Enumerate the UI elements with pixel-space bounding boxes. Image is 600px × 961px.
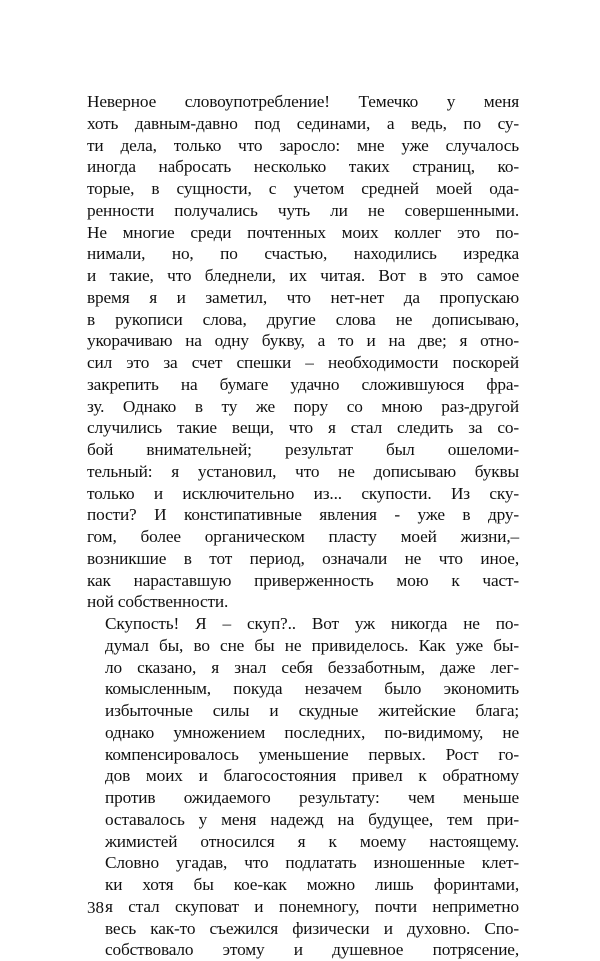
text-line: я стал скуповат и понемногу, почти неприметно — [105, 896, 519, 916]
text-line: ренности получались чуть ли не совершенными. — [87, 200, 519, 220]
text-line: возникшие в тот период, означали не что иное, — [87, 548, 519, 568]
text-line: комысленным, покуда незачем было экономить — [105, 679, 519, 699]
text-line: думал бы, во сне бы не привиделось. Как уже бы- — [105, 635, 519, 655]
text-line: пости? И констипативные явления - уже в дру- — [87, 505, 519, 525]
text-line: жимистей относился я к моему настоящему. — [105, 831, 519, 851]
text-line: укорачиваю на одну букву, а то и на две; я отно- — [87, 331, 519, 351]
text-line: зу. Однако в ту же пору со мною раз-другой — [87, 396, 519, 416]
text-line: Не многие среди почтенных моих коллег это по- — [87, 222, 519, 242]
text-line: весь как-то съежился физически и духовно. Спо- — [105, 918, 519, 938]
text-line: и такие, что бледнели, их читая. Вот в это самое — [87, 266, 519, 285]
paragraph-2 — [87, 613, 519, 961]
text-line: компенсировалось уменьшение первых. Рост го- — [105, 744, 519, 764]
text-line: ти дела, только что заросло: мне уже случалось — [87, 135, 519, 155]
text-line: ной собственности. — [87, 592, 229, 612]
page-body — [87, 91, 519, 961]
text-line: в рукописи слова, другие слова не дописываю, — [87, 309, 519, 329]
text-line: гом, более органическом пласту моей жизни,– — [87, 527, 519, 546]
text-line: против ожидаемого результату: чем меньше — [105, 788, 519, 807]
text-line: только и исключительно из... скупости. Из ску- — [87, 483, 519, 503]
text-line: случились такие вещи, что я стал следить за со- — [87, 418, 519, 438]
text-line: Неверное словоупотребление! Темечко у меня — [87, 92, 519, 111]
page-number: 38 — [87, 898, 104, 917]
text-line: тельный: я установил, что не дописываю буквы — [87, 461, 519, 481]
text-line: Скупость! Я – скуп?.. Вот уж никогда не по- — [105, 614, 519, 633]
text-line: хоть давным-давно под сединами, а ведь, по су- — [87, 113, 519, 133]
text-line: ки хотя бы кое-как можно лишь форинтами, — [105, 875, 519, 894]
text-line: сил это за счет спешки – необходимости поскорей — [87, 353, 519, 372]
text-line: как нараставшую приверженность мою к част- — [87, 570, 519, 590]
text-line: избыточные силы и скудные житейские блага; — [105, 701, 519, 720]
text-line: закрепить на бумаге удачно сложившуюся фра- — [87, 374, 519, 394]
text-line: ло сказано, я знал себя беззаботным, даже лег- — [105, 657, 519, 677]
text-line: Словно угадав, что подлатать изношенные клет- — [105, 853, 519, 873]
text-line: оставалось у меня надежд на будущее, тем при- — [105, 809, 519, 829]
paragraph-1 — [87, 91, 519, 613]
text-line: собствовало этому и душевное потрясение, — [105, 940, 519, 960]
text-line: нимали, но, по счастью, находились изредка — [87, 244, 519, 264]
text-line: дов моих и благосостояния привел к обратному — [105, 766, 519, 786]
text-line: бой внимательней; результат был ошеломи- — [87, 440, 519, 459]
text-line: время я и заметил, что нет-нет да пропускаю — [87, 287, 519, 307]
text-line: однако умножением последних, по-видимому, не — [105, 722, 519, 742]
text-line: иногда набросать несколько таких страниц, ко- — [87, 157, 519, 177]
text-line: торые, в сущности, с учетом средней моей ода- — [87, 179, 519, 198]
